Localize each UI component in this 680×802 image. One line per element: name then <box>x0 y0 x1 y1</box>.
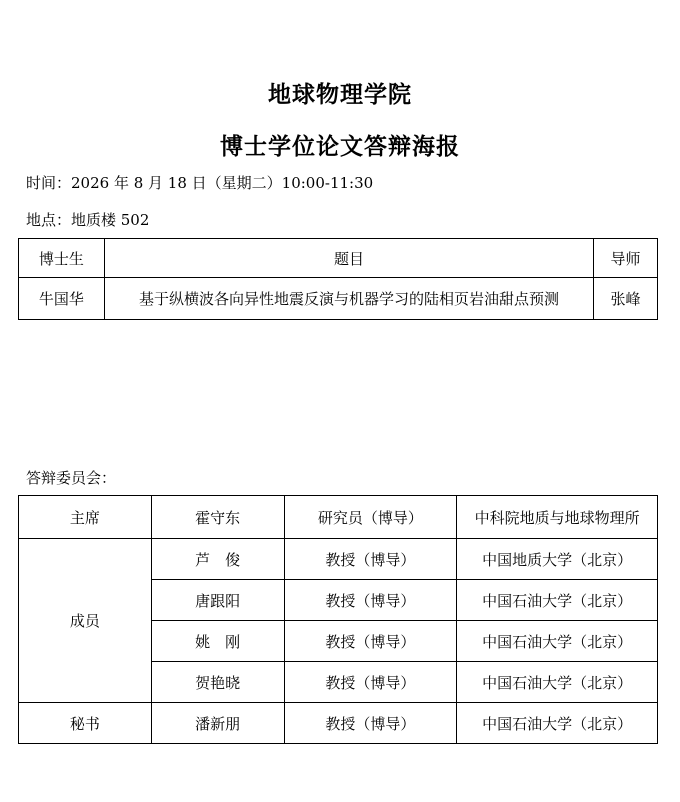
header-topic: 题目 <box>104 239 593 278</box>
member-affiliation: 中国石油大学（北京） <box>457 621 658 662</box>
poster-title: 地球物理学院 <box>268 81 412 108</box>
committee-table <box>18 495 658 744</box>
thesis-table-row <box>19 278 658 320</box>
header-student: 博士生 <box>19 239 105 278</box>
member-affiliation: 中国石油大学（北京） <box>457 580 658 621</box>
secretary-name: 潘新朋 <box>151 703 284 744</box>
member-title: 教授（博导） <box>284 621 457 662</box>
role-chair: 主席 <box>19 496 152 539</box>
chair-name: 霍守东 <box>151 496 284 539</box>
student-name: 牛国华 <box>19 278 105 320</box>
advisor-name: 张峰 <box>594 278 658 320</box>
thesis-table <box>18 238 658 320</box>
chair-affiliation: 中科院地质与地球物理所 <box>457 496 658 539</box>
thesis-table-header <box>19 239 658 278</box>
header-advisor: 导师 <box>594 239 658 278</box>
member-name: 唐跟阳 <box>151 580 284 621</box>
committee-secretary-row <box>19 703 658 744</box>
member-name: 姚 刚 <box>151 621 284 662</box>
secretary-title: 教授（博导） <box>284 703 457 744</box>
member-title: 教授（博导） <box>284 580 457 621</box>
committee-label: 答辩委员会： <box>26 469 117 487</box>
poster-subtitle: 博士学位论文答辩海报 <box>220 133 460 160</box>
thesis-topic: 基于纵横波各向异性地震反演与机器学习的陆相页岩油甜点预测 <box>104 278 593 320</box>
committee-member-row <box>19 539 658 580</box>
defense-time: 时间：2026 年 8 月 18 日（星期二）10:00-11:30 <box>26 174 374 192</box>
chair-title: 研究员（博导） <box>284 496 457 539</box>
role-secretary: 秘书 <box>19 703 152 744</box>
committee-chair-row <box>19 496 658 539</box>
member-affiliation: 中国石油大学（北京） <box>457 662 658 703</box>
member-title: 教授（博导） <box>284 539 457 580</box>
member-name: 芦 俊 <box>151 539 284 580</box>
secretary-affiliation: 中国石油大学（北京） <box>457 703 658 744</box>
member-title: 教授（博导） <box>284 662 457 703</box>
member-affiliation: 中国地质大学（北京） <box>457 539 658 580</box>
member-name: 贺艳晓 <box>151 662 284 703</box>
role-members: 成员 <box>19 539 152 703</box>
defense-place: 地点：地质楼 502 <box>26 211 150 229</box>
